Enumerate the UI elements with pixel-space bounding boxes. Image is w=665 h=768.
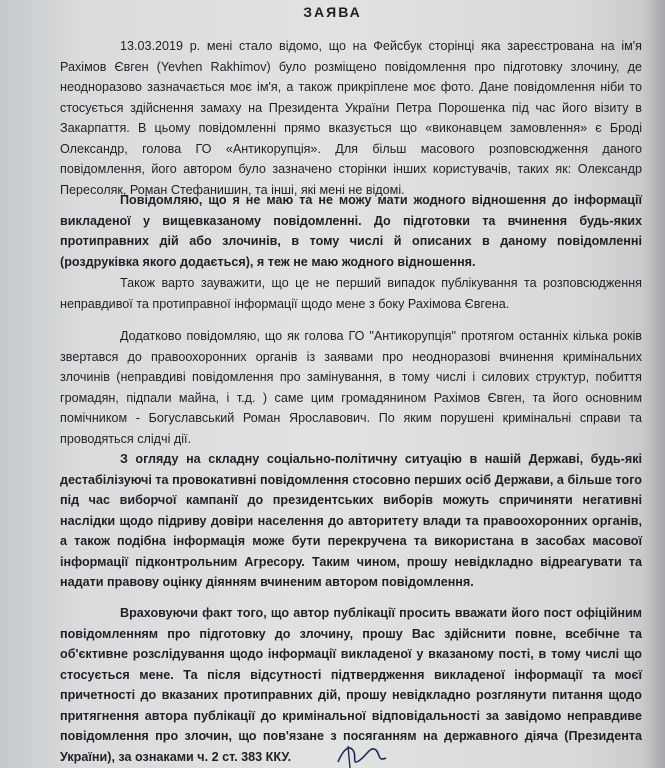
handwritten-signature	[330, 738, 410, 768]
paragraph-previous-reports: Додатково повідомляю, що як голова ГО "Антикорупція" протягом останніх кілька років звертався до правоохоронних органів із заявами про неодноразові вчинення кримінальних злочинів (неправдиві повідомлення про замінування, в тому числі і силових структур, побиття громадян, підпали майна, і т.д. ) саме цим громадянином Рахімов Євген, та його основним помічником - Богуславський Роман Ярославович. По яким порушені кримінальні справи та проводяться слідчі дії.	[60, 329, 642, 446]
page-edge-shadow	[643, 0, 665, 768]
paragraph-denial-statement: Повідомляю, що я не маю та не можу мати жодного відношення до інформації викладеної у вищевказаному повідомленні. До підготовки та вчинення будь-яких протиправних дій або злочинів, в тому числі й описаних в даному повідомленні (роздруківка якого додається), я теж не маю жодного відношення.	[60, 193, 642, 269]
paragraph-request: Враховуючи факт того, що автор публікації просить вважати його пост офіційним повідомленням про підготовку до злочину, прошу Вас здійснити повне, всебічне та об'єктивне розслідування щодо інформації викладеної у вказаному пості, в тому числі що стосується мене. Та після відсутності підтвердження викладеної інформації та моєї причетності до вказаних протиправних дій, прошу невідкладно розглянути питання щодо притягнення автора публікації до кримінальної відповідальності за завідомо неправдиве повідомлення про злочин, що пов'язане з посяганням на державного діяча (Президента України), за ознаками ч. 2 ст. 383 ККУ.	[60, 606, 642, 764]
paragraph-political-context: З огляду на складну соціально-політичну ситуацію в нашій Державі, будь-які дестабілізуючі та провокативні повідомлення стосовно перших осіб Держави, а більше того під час виборчої кампанії до президентських виборів можуть спричиняти негативні наслідки щодо підриву довіри населення до авторитету влади та правоохоронних органів, а також подібна інформація може бути перекручена та використана в засобах масової інформації підконтрольним Агресору. Таким чином, прошу невідкладно відреагувати та надати правову оцінку діянням вчиненим автором повідомлення.	[60, 452, 642, 589]
paragraph-incident-description: 13.03.2019 р. мені стало відомо, що на Фейсбук сторінці яка зареєстрована на ім'я Рахімов Євген (Yevhen Rakhimov) було розміщено повідомлення про підготовку злочину, де неодноразово зазначається моє ім'я, а також прикріплене моє фото. Дане повідомлення ніби то стосується здійснення замаху на Президента України Петра Порошенка під час його візиту в Закарпаття. В цьому повідомленні прямо вказується що «виконавцем замовлення» є Броді Олександр, голова ГО «Антикорупція». Для більш масового розповсюдження даного повідомлення, його автором було зазначено сторінки інших користувачів, таких як: Олександр Пересоляк, Роман Стефанишин, та інші, які мені не відомі.	[60, 39, 642, 197]
document-title: ЗАЯВА	[303, 4, 362, 20]
paragraph-repeat-case: Також варто зауважити, що це не перший випадок публікування та розповсюдження неправдивої та протиправної інформації щодо мене з боку Рахімова Євгена.	[60, 276, 642, 311]
